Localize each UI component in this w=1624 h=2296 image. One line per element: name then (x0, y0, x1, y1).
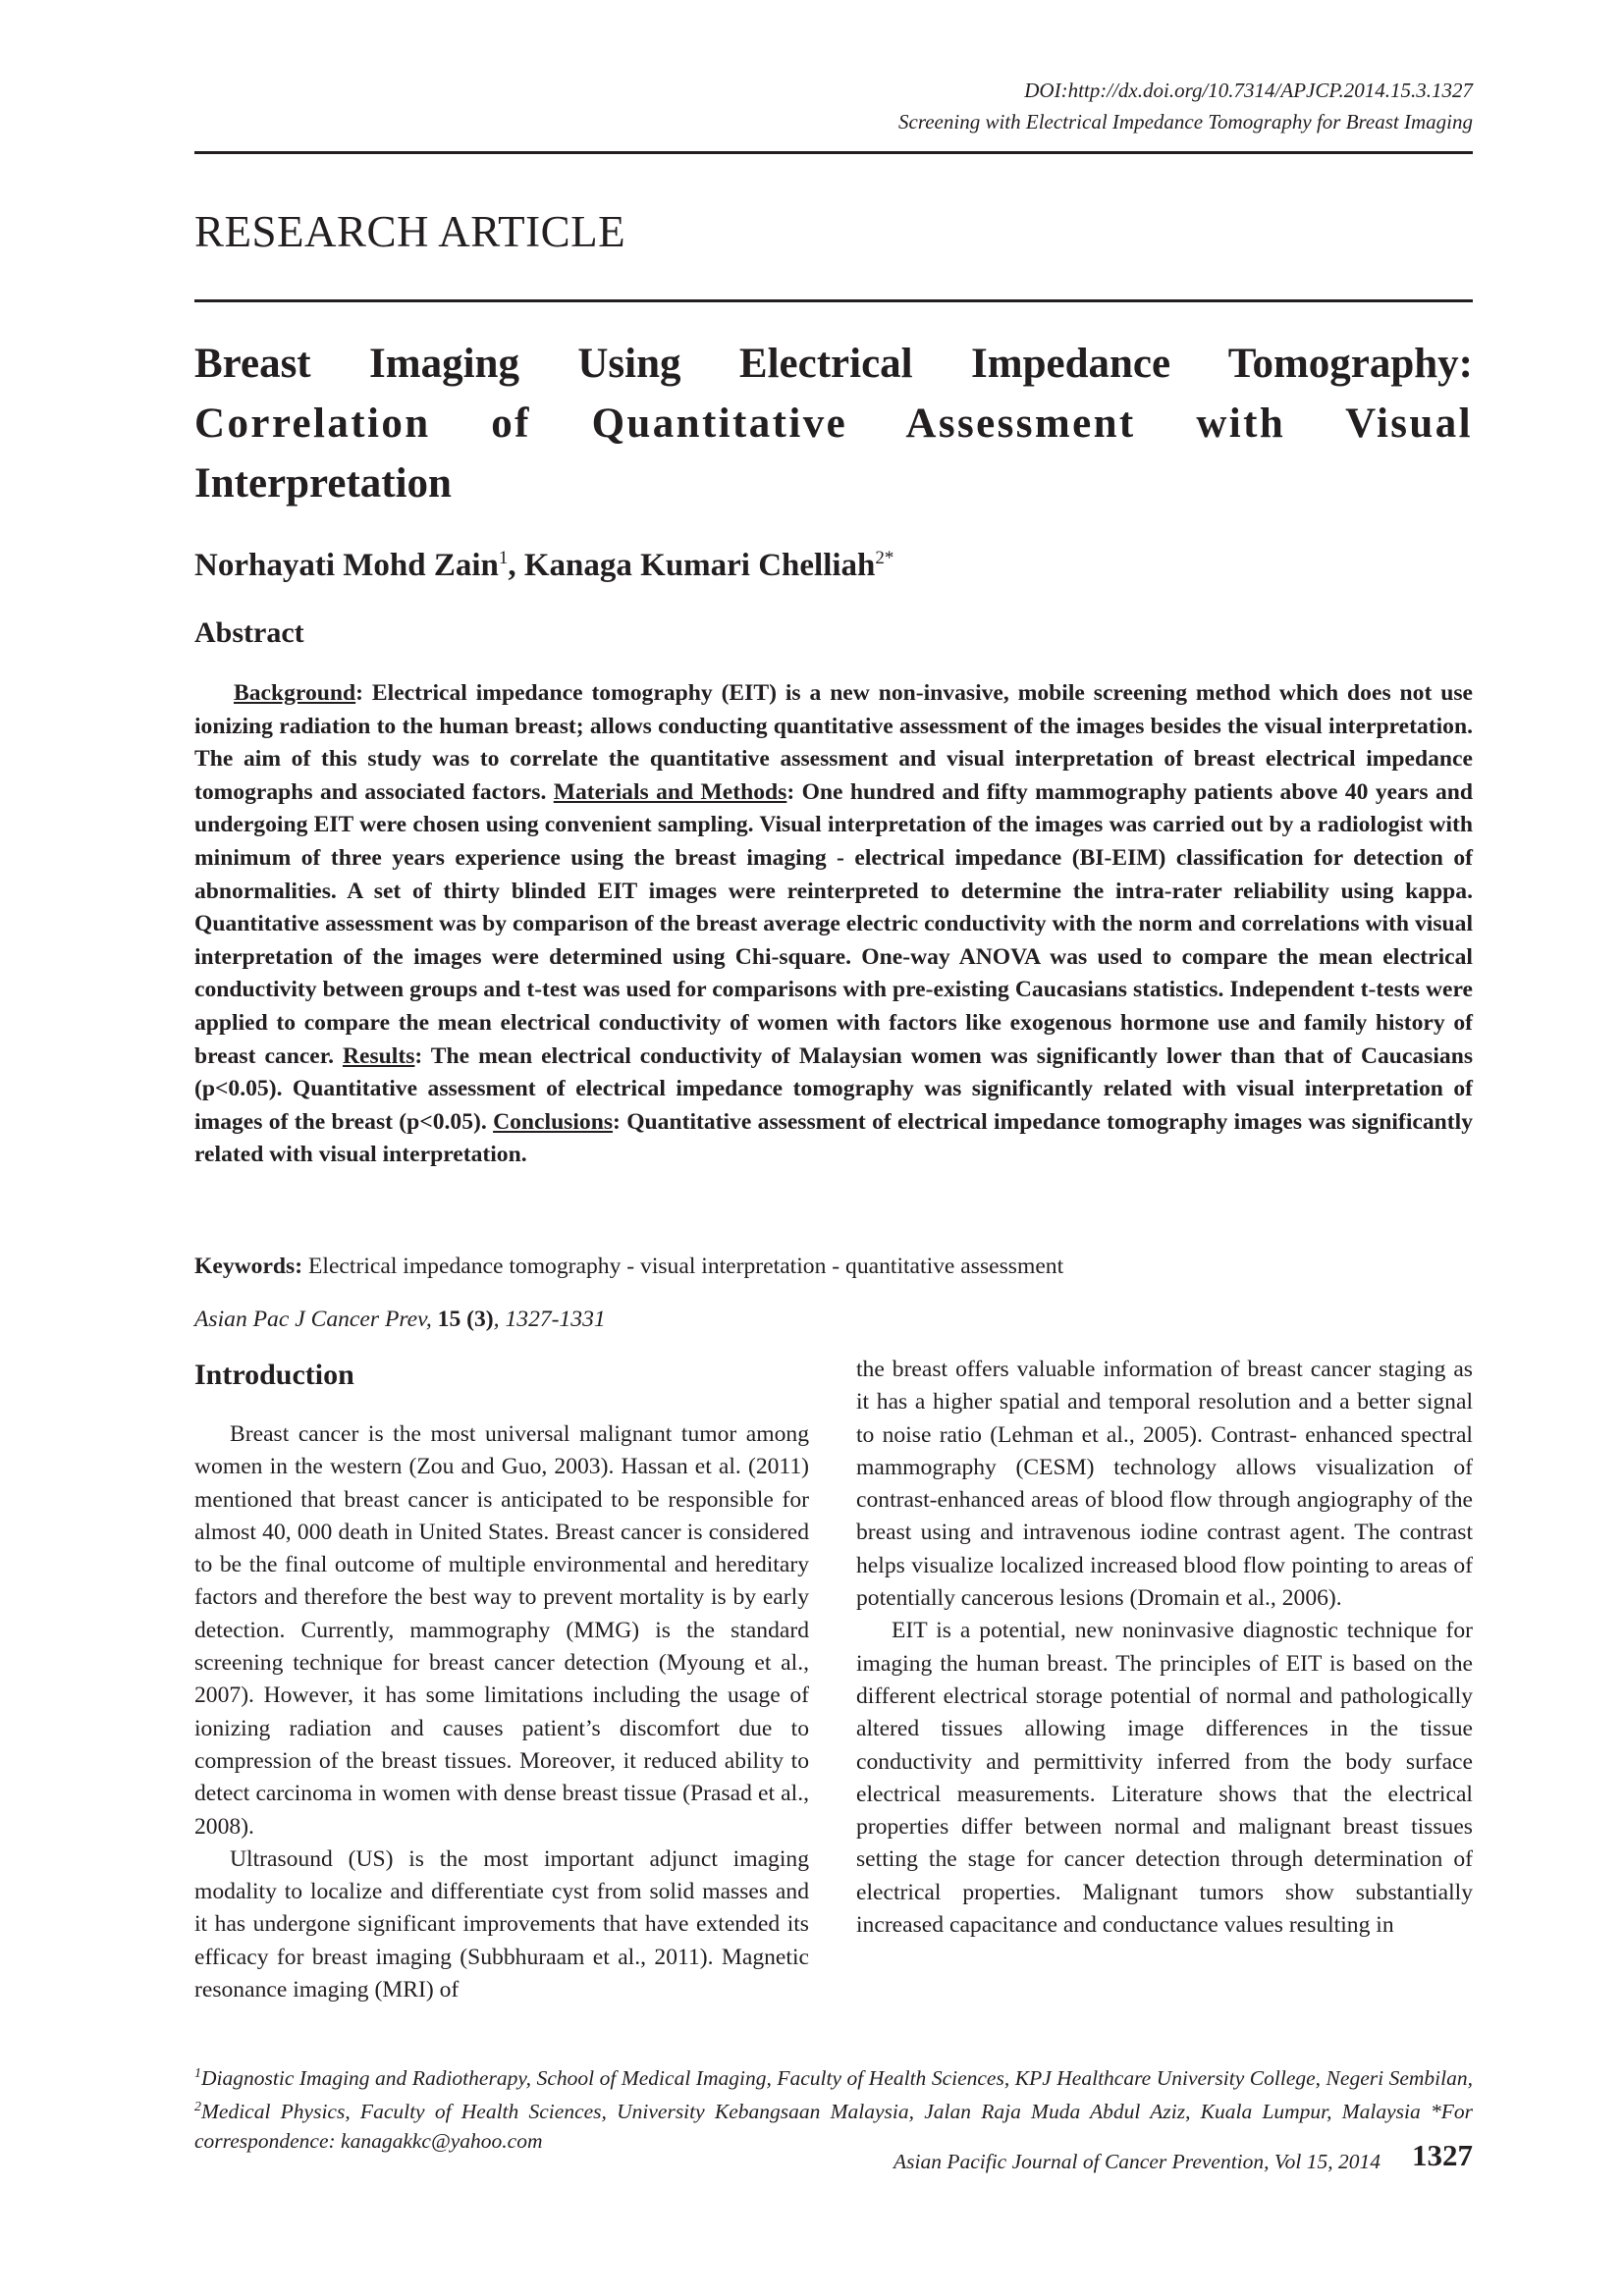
footer-journal: Asian Pacific Journal of Cancer Prevention, Vol 15, 2014 (893, 2150, 1380, 2173)
title-rule (194, 299, 1473, 302)
article-title (194, 334, 1473, 513)
footnote-affiliation-1: Diagnostic Imaging and Radiotherapy, School of Medical Imaging, Faculty of Health Sciences, KPJ Healthcare University College, Negeri Sembilan, (201, 2066, 1473, 2091)
author-2: Kanaga Kumari Chelliah (523, 548, 876, 583)
keywords (194, 1254, 1063, 1280)
abstract-heading: Abstract (194, 616, 304, 649)
abstract-background-label: Background (234, 680, 356, 706)
header-rule (194, 151, 1473, 154)
page-number: 1327 (1412, 2138, 1473, 2172)
author-separator: , (508, 548, 524, 583)
abstract-methods-text: : One hundred and fifty mammography patients above 40 years and undergoing EIT were chosen using convenient sampling. Visual interpretation of the images was carried out by a radiologist with minimum of three years experience using the breast imaging - electrical impedance (BI-EIM) classification for detection of abnormalities. A set of thirty blinded EIT images were reinterpreted to determine the intra-rater reliability using kappa. Quantitative assessment was by comparison of the breast average electric conductivity with the norm and correlations with visual interpretation of the images were determined using Chi-square. One-way ANOVA was used to compare the mean electrical conductivity between groups and t-test was used for comparisons with pre-existing Caucasians statistics. Independent t-tests were applied to compare the mean electrical conductivity of women with factors like exogenous hormone use and family history of breast cancer. (194, 778, 1474, 1069)
header-running-title: Screening with Electrical Impedance Tomography for Breast Imaging (898, 110, 1473, 133)
citation-pages: , 1327-1331 (493, 1307, 606, 1332)
journal-citation (194, 1307, 606, 1333)
body-column-right (856, 1354, 1473, 1942)
citation-issue: (3) (460, 1307, 494, 1332)
footnote-marker-2: 2 (194, 2100, 201, 2115)
abstract-conclusions-label: Conclusions (493, 1108, 614, 1135)
citation-volume: 15 (437, 1307, 461, 1332)
keywords-label: Keywords: (194, 1254, 303, 1279)
abstract-body (194, 677, 1473, 1172)
abstract-methods-label: Materials and Methods (553, 778, 787, 805)
intro-paragraph-4: EIT is a potential, new noninvasive diagnostic technique for imaging the human breast. The principles of EIT is based on the different electrical storage potential of normal and pathologically altered tissues allowing image differences in the tissue conductivity and permittivity inferred from the body surface electrical measurements. Literature shows that the electrical properties differ between normal and malignant breast tissues setting the stage for cancer detection through determination of electrical properties. Malignant tumors show substantially increased capacitance and conductance values resulting in (856, 1618, 1473, 1939)
keywords-text: Electrical impedance tomography - visual interpretation - quantitative assessment (302, 1254, 1064, 1279)
author-1-affiliation: 1 (498, 548, 509, 568)
section-label: RESEARCH ARTICLE (194, 207, 626, 256)
abstract-conclusions-text: : Quantitative assessment of electrical impedance tomography images was significantly related with visual interpretation. (194, 1108, 1473, 1168)
citation-journal: Asian Pac J Cancer Prev, (194, 1307, 438, 1332)
intro-paragraph-2: Ultrasound (US) is the most important adjunct imaging modality to localize and differentiate cyst from solid masses and it has undergone significant improvements that have extended its efficacy for breast imaging (Subbhuraam et al., 2011). Magnetic resonance imaging (MRI) of (194, 1845, 809, 2003)
abstract-results-text: : The mean electrical conductivity of Malaysian women was significantly lower than that of Caucasians (p<0.05). Quantitative assessment of electrical impedance tomography was significantly related with visual interpretation of images of the breast (p<0.05). (194, 1042, 1474, 1135)
header-doi: DOI:http://dx.doi.org/10.7314/APJCP.2014.15.3.1327 (1024, 79, 1473, 102)
authors (194, 548, 893, 584)
intro-paragraph-3: the breast offers valuable information of breast cancer staging as it has a higher spatial and temporal resolution and a better signal to noise ratio (Lehman et al., 2005). Contrast- enhanced spectral mammography (CESM) technology allows visualization of contrast-enhanced areas of blood flow through angiography of the breast using and intravenous iodine contrast agent. The contrast helps visualize localized increased blood flow pointing to areas of potentially cancerous lesions (Dromain et al., 2006). (856, 1357, 1473, 1612)
footnote-affiliation-2: Medical Physics, Faculty of Health Sciences, University Kebangsaan Malaysia, Jalan Raja Muda Abdul Aziz, Kuala Lumpur, Malaysia *For correspondence: kanagakkc@yahoo.com (194, 2100, 1473, 2154)
title-line-3: Interpretation (194, 460, 452, 507)
introduction-heading: Introduction (194, 1359, 354, 1391)
author-1: Norhayati Mohd Zain (194, 548, 499, 583)
intro-paragraph-1: Breast cancer is the most universal malignant tumor among women in the western (Zou and Guo, 2003). Hassan et al. (2011) mentioned that breast cancer is anticipated to be responsible for almost 40, 000 death in United States. Breast cancer is considered to be the final outcome of multiple environmental and hereditary factors and therefore the best way to prevent mortality is by early detection. Currently, mammography (MMG) is the standard screening technique for breast cancer detection (Myoung et al., 2007). However, it has some limitations including the usage of ionizing radiation and causes patient’s discomfort due to compression of the breast tissues. Moreover, it reduced ability to detect carcinoma in women with dense breast tissue (Prasad et al., 2008). (194, 1421, 809, 1840)
footnote-marker-1: 1 (194, 2066, 201, 2081)
title-line-2: Correlation of Quantitative Assessment with Visual (194, 400, 1473, 447)
title-line-1: Breast Imaging Using Electrical Impedance Tomography: (194, 341, 1473, 387)
body-column-left (194, 1418, 809, 2006)
abstract-background-text: : Electrical impedance tomography (EIT) is a new non-invasive, mobile screening method which does not use ionizing radiation to the human breast; allows conducting quantitative assessment of the images besides the visual interpretation. The aim of this study was to correlate the quantitative assessment and visual interpretation of breast electrical impedance tomographs and associated factors. (194, 680, 1473, 805)
abstract-results-label: Results (342, 1042, 415, 1069)
author-2-affiliation: 2* (875, 548, 894, 568)
affiliations-footnote (194, 2059, 1473, 2156)
